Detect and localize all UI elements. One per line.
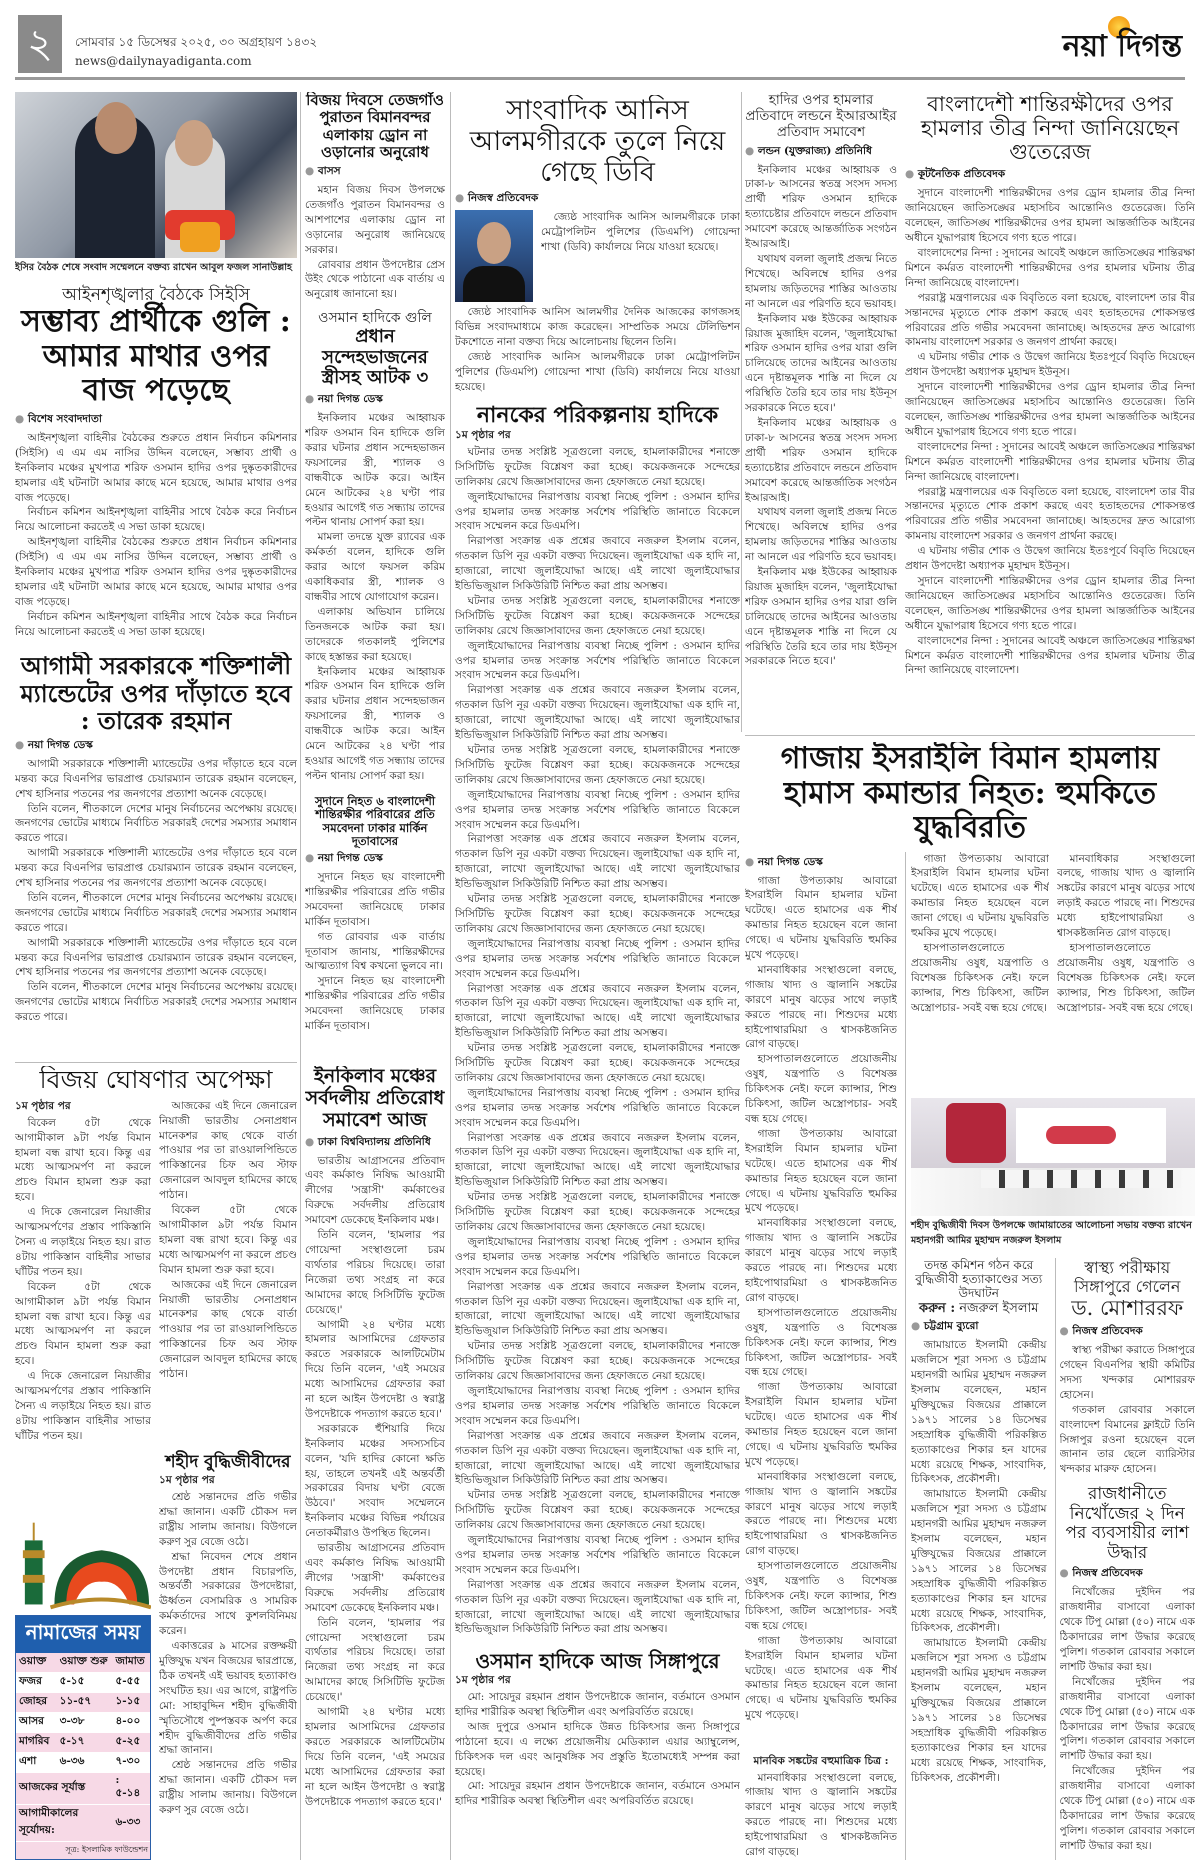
- paragraph: নিরাপত্তা সংক্রান্ত এক প্রশ্নের জবাবে নজরুল ইসলাম বলেন, গতকাল ডিপি নূর একটা বক্তব্য দিয়েছেন। জুলাইযোদ্ধা এক হাদি না, হাজারো, লাখো জুলাইযোদ্ধা আছে। এই লাখো জুলাইযোদ্ধার ইন্ডিভিজুয়াল সিকিউরিটি নিশ্চিত করা প্রায় অসম্ভব।: [455, 1280, 740, 1338]
- shahid-body: [159, 1490, 297, 1860]
- paragraph: বাংলাদেশের নিন্দা : সুদানের আবেই অঞ্চলে জাতিসঙ্ঘের শান্তিরক্ষা মিশনে কর্মরত বাংলাদেশী শান্তিরক্ষীদের ওপর হামলার ঘটনায় তীব্র নিন্দা জানিয়েছে বাংলাদেশ।: [905, 247, 1195, 289]
- paragraph: সুদানে বাংলাদেশী শান্তিরক্ষীদের ওপর ড্রোন হামলার তীব্র নিন্দা জানিয়েছেন জাতিসঙ্ঘের মহাসচিব আন্তোনিও গুতেরেজ। তিনি বলেছেন, জাতিসঙ্ঘ শান্তিরক্ষীদের ওপর হামলা আন্তর্জাতিক আইনের অধীনে যুদ্ধাপরাধ হিসেবে গণ্য হতে পারে।: [905, 187, 1195, 245]
- headline-rest: নজরুল ইসলাম: [959, 1300, 1039, 1316]
- contact-email[interactable]: news@dailynayadiganta.com: [75, 54, 252, 68]
- paragraph: মানবাধিকার সংস্থাগুলো বলছে, গাজায় খাদ্য ও জ্বালানি সঙ্কটের কারণে মানুষ ঝড়ের সাথে লড়াই করতে পারছে না। শিশুদের মধ্যে হাইপোথারমিয়া ও শ্বাসকষ্টজনিত রোগ বাড়ছে।: [1057, 852, 1195, 940]
- paragraph: জুলাইযোদ্ধাদের নিরাপত্তায় ব্যবস্থা নিচ্ছে পুলিশ : ওসমান হাদির ওপর হামলার তদন্ত সংক্রান্ত সর্বশেষ পরিস্থিতি জানাতে বিকেলে সংবাদ সম্মেলন করে ডিএমপি।: [455, 1235, 740, 1278]
- paragraph: সুদানে নিহত ছয় বাংলাদেশী শান্তিরক্ষীর পরিবারের প্রতি গভীর সমবেদনা জানিয়েছে ঢাকার মার্কিন দূতাবাস।: [305, 975, 445, 1033]
- paragraph: ঘটনার তদন্ত সংশ্লিষ্ট সূত্রগুলো বলছে, হামলাকারীদের শনাক্তে সিসিটিভি ফুটেজ বিশ্লেষণ করা হচ্ছে। কয়েকজনকে সন্দেহের তালিকায় রেখে জিজ্ঞাসাবাদের জন্য হেফাজতে নেয়া হয়েছে।: [455, 1191, 740, 1233]
- arrest-kicker: ওসমান হাদিকে গুলি: [318, 310, 432, 327]
- drone-body: [305, 183, 445, 302]
- page-number: ২: [18, 15, 62, 73]
- jamaat-photo-caption: শহীদ বুদ্ধিজীবী দিবস উপলক্ষে জামায়াতের আলোচনা সভায় বক্তব্য রাখেন মহানগরী আমির মুহাম্মদ নজরুল ইসলাম: [911, 1219, 1192, 1246]
- paragraph: ইনকিলাব মঞ্চ ইউকের আহ্বায়ক রিয়াজ মুজাহিদ বলেন, 'জুলাইযোদ্ধা শরিফ ওসমান হাদির ওপর যারা গুলি চালিয়েছে তাদের আইনের আওতায় এনে দৃষ্টান্তমূলক শাস্তি না দিলে যে পরিস্থিতি তৈরি হবে তার দায় ইউনূস সরকারকে নিতে হবে।': [745, 566, 897, 668]
- table-row: জোহর ১১-৫৭ ১-১৫: [16, 1693, 150, 1713]
- paragraph: জুলাইযোদ্ধাদের নিরাপত্তায় ব্যবস্থা নিচ্ছে পুলিশ : ওসমান হাদির ওপর হামলার তদন্ত সংক্রান্ত সর্বশেষ পরিস্থিতি জানাতে বিকেলে সংবাদ সম্মেলন করে ডিএমপি।: [455, 490, 740, 533]
- paragraph: মানবাধিকার সংস্থাগুলো বলছে, গাজায় খাদ্য ও জ্বালানি সঙ্কটের কারণে মানুষ ঝড়ের সাথে লড়াই করতে পারছে না। শিশুদের মধ্যে হাইপোথারমিয়া ও শ্বাসকষ্টজনিত রোগ বাড়ছে।: [745, 1771, 897, 1859]
- paragraph: ঘটনার তদন্ত সংশ্লিষ্ট সূত্রগুলো বলছে, হামলাকারীদের শনাক্তে সিসিটিভি ফুটেজ বিশ্লেষণ করা হচ্ছে। কয়েকজনকে সন্দেহের তালিকায় রেখে জিজ্ঞাসাবাদের জন্য হেফাজতে নেয়া হয়েছে।: [455, 744, 740, 786]
- paragraph: ভারতীয় আগ্রাসনের প্রতিবাদ এবং কর্মকাণ্ড নিষিদ্ধ আওয়ামী লীগের 'সন্ত্রাসী' কর্মকাণ্ডের বিরুদ্ধে সর্বদলীয় প্রতিরোধ সমাবেশ ডেকেছে ইনকিলাব মঞ্চ।: [305, 1542, 445, 1614]
- paragraph: নিরাপত্তা সংক্রান্ত এক প্রশ্নের জবাবে নজরুল ইসলাম বলেন, গতকাল ডিপি নূর একটা বক্তব্য দিয়েছেন। জুলাইযোদ্ধা এক হাদি না, হাজারো, লাখো জুলাইযোদ্ধা আছে। এই লাখো জুলাইযোদ্ধার ইন্ডিভিজুয়াল সিকিউরিটি নিশ্চিত করা প্রায় অসম্ভব।: [455, 535, 740, 593]
- paragraph: এ ঘটনায় গভীর শোক ও উদ্বেগ জানিয়ে ইতঃপূর্বে বিবৃতি দিয়েছেন প্রধান উপদেষ্টা অধ্যাপক মুহাম্মদ ইউনূস।: [905, 351, 1195, 379]
- gaza-headline: গাজায় ইসরাইলি বিমান হামলায় হামাস কমান্ডার নিহত: হুমকিতে যুদ্ধবিরতি: [780, 742, 1160, 845]
- header-divider: [15, 77, 1185, 80]
- mosque-icon: [15, 1520, 151, 1615]
- anis-portrait: [455, 210, 533, 302]
- bijoy-headline: বিজয় ঘোষণার অপেক্ষা: [39, 1066, 273, 1094]
- paragraph: রোববার প্রধান উপদেষ্টার প্রেস উইং থেকে পাঠানো এক বার্তায় এ অনুরোধ জানানো হয়।: [305, 258, 445, 301]
- paragraph: আজকের এই দিনে জেনারেল নিয়াজী ভারতীয় সেনাপ্রধান মানেকশর কাছ থেকে বার্তা পাওয়ার পর তা রাওয়ালপিন্ডিতে পাকিস্তানের চিফ অব স্টাফ জেনারেল আবদুল হামিদের কাছে পাঠান।: [159, 1099, 297, 1202]
- paragraph: বাংলাদেশের নিন্দা : সুদানের আবেই অঞ্চলে জাতিসঙ্ঘের শান্তিরক্ষা মিশনে কর্মরত বাংলাদেশী শান্তিরক্ষীদের ওপর হামলার ঘটনায় তীব্র নিন্দা জানিয়েছে বাংলাদেশ।: [905, 634, 1195, 677]
- paragraph: ঘটনার তদন্ত সংশ্লিষ্ট সূত্রগুলো বলছে, হামলাকারীদের শনাক্তে সিসিটিভি ফুটেজ বিশ্লেষণ করা হচ্ছে। কয়েকজনকে সন্দেহের তালিকায় রেখে জিজ্ঞাসাবাদের জন্য হেফাজতে নেয়া হয়েছে।: [455, 893, 740, 935]
- paragraph: তিনি বলেন, 'হামলার পর গোয়েন্দা সংস্থাগুলো চরম ব্যর্থতার পরিচয় দিয়েছে। তারা নিজেরা তথ্য সংগ্রহ না করে আমাদের কাছে সিসিটিভি ফুটেজ চেয়েছে।': [305, 1616, 445, 1704]
- issue-date: সোমবার ১৫ ডিসেম্বর ২০২৫, ৩০ অগ্রহায়ণ ১৪৩২: [75, 35, 318, 49]
- anis-byline: ● নিজস্ব প্রতিবেদক: [455, 191, 740, 208]
- paragraph: গাজা উপত্যকায় আবারো ইসরাইলি বিমান হামলার ঘটনা ঘটেছে। এতে হামাসের এক শীর্ষ কমান্ডার নিহত হয়েছেন বলে জানা গেছে। এ ঘটনায় যুদ্ধবিরতি হুমকির মুখে পড়েছে।: [911, 852, 1049, 940]
- tarek-headline: আগামী সরকারকে শক্তিশালী ম্যান্ডেটের ওপর দাঁড়াতে হবে : তারেক রহমান: [20, 652, 292, 736]
- table-row: মাগরিব ৫-১৭ ৫-২৫: [16, 1733, 150, 1753]
- paragraph: গতকাল রোববার সকালে বাংলাদেশ বিমানের ফ্লাইটে তিনি সিঙ্গাপুর রওনা হয়েছেন বলে জানান তার ছেলে ব্যারিস্টার খন্দকার মারুফ হোসেন।: [1059, 1403, 1195, 1476]
- mosharraf-article: [1060, 1258, 1196, 1478]
- prayer-times-box: [15, 1615, 151, 1860]
- mosharraf-byline: ● নিজস্ব প্রতিবেদক: [1060, 1324, 1196, 1341]
- paragraph: মহান বিজয় দিবস উপলক্ষে তেজগাঁও পুরাতন বিমানবন্দর ও আশপাশের এলাকায় ড্রোন না ওড়ানোর অনুরোধ জানিয়েছে সরকার।: [305, 184, 445, 256]
- paragraph: নিখোঁজের দুইদিন পর রাজধানীর বাসাবো এলাকা থেকে টিপু মোল্লা (৫০) নামে এক ঠিকাদারের লাশ উদ্ধার করেছে পুলিশ। গতকাল রোববার সকালে লাশটি উদ্ধার করা হয়।: [1059, 1765, 1195, 1852]
- column-divider: [741, 92, 742, 732]
- logo-text: নয়া দিগন্ত: [1062, 29, 1182, 64]
- bottom-left-region: [15, 1066, 297, 1860]
- paragraph: এ দিকে জেনারেল নিয়াজীর আত্মসমর্পণের প্রস্তাব পাকিস্তানি সৈন্য এ লড়াইয়ে নিহত হয়। রাত ৪টায় পাকিস্তান বাহিনীর সাভার ঘাঁটির পতন হয়।: [15, 1206, 151, 1278]
- lead-photo-caption: ইসির বৈঠক শেষে সংবাদ সম্মেলনে বক্তব্য রাখেন আবুল ফজল সানাউল্লাহ: [15, 262, 293, 273]
- london-headline: হাদির ওপর হামলার প্রতিবাদে লন্ডনে ইআরআইর প্রতিবাদ সমাবেশ: [745, 92, 897, 141]
- paragraph: মামলা তদন্তে যুক্ত র‍্যাবের এক কর্মকর্তা বলেন, হাদিকে গুলি করার আগে ফয়সল করিম একাধিকবার স্ত্রী, শ্যালক ও বান্ধবীর সাথে যোগাযোগ করেন।: [305, 531, 445, 603]
- paragraph: আজকের এই দিনে জেনারেল নিয়াজী ভারতীয় সেনাপ্রধান মানেকশর কাছ থেকে বার্তা পাওয়ার পর তা রাওয়ালপিন্ডিতে পাকিস্তানের চিফ অব স্টাফ জেনারেল আবদুল হামিদের কাছে পাঠান।: [159, 1278, 297, 1381]
- mosharraf-headline: ড. মোশাররফ: [1071, 1295, 1184, 1320]
- jamaat-body: [911, 1338, 1047, 1860]
- paragraph: ঘটনার তদন্ত সংশ্লিষ্ট সূত্রগুলো বলছে, হামলাকারীদের শনাক্তে সিসিটিভি ফুটেজ বিশ্লেষণ করা হচ্ছে। কয়েকজনকে সন্দেহের তালিকায় রেখে জিজ্ঞাসাবাদের জন্য হেফাজতে নেয়া হয়েছে।: [455, 1489, 740, 1532]
- drone-headline: বিজয় দিবসে তেজগাঁও পুরাতন বিমানবন্দর এলাকায় ড্রোন না ওড়ানোর অনুরোধ: [306, 92, 444, 161]
- paragraph: আইনশৃঙ্খলা বাহিনীর বৈঠকের শুরুতে প্রধান নির্বাচন কমিশনার (সিইসি) এ এম এম নাসির উদ্দিন বলেছেন, সম্ভাব্য প্রার্থী ও ইনকিলাব মঞ্চের মুখপাত্র শরিফ ওসমান হাদির ওপর দুষ্কৃতকারীদের হামলার এই ঘটনাটা আমার কাছে মনে হয়েছে, আমার মাথার ওপর বাজ পড়েছে।: [15, 431, 297, 504]
- gaza-subhead: মানবিক সঙ্কটের বহুমাত্রিক চিত্র :: [753, 1754, 889, 1767]
- arrest-headline: প্রধান সন্দেহভাজনের স্ত্রীসহ আটক ৩: [321, 326, 429, 389]
- lead-kicker: আইনশৃঙ্খলার বৈঠকে সিইসি: [62, 285, 250, 305]
- nanak-headline: নানকের পরিকল্পনায় হাদিকে: [476, 401, 719, 428]
- paragraph: নিরাপত্তা সংক্রান্ত এক প্রশ্নের জবাবে নজরুল ইসলাম বলেন, গতকাল ডিপি নূর একটা বক্তব্য দিয়েছেন। জুলাইযোদ্ধা এক হাদি না, হাজারো, লাখো জুলাইযোদ্ধা আছে। এই লাখো জুলাইযোদ্ধার ইন্ডিভিজুয়াল সিকিউরিটি নিশ্চিত করা প্রায় অসম্ভব।: [455, 684, 740, 742]
- paragraph: জামায়াতে ইসলামী কেন্দ্রীয় মজলিসে শূরা সদস্য ও চট্টগ্রাম মহানগরী আমির মুহাম্মদ নজরুল ইসলাম বলেছেন, মহান মুক্তিযুদ্ধের বিজয়ের প্রাক্কালে ১৯৭১ সালের ১৪ ডিসেম্বর সহস্রাধিক বুদ্ধিজীবী পরিকল্পিত হত্যাকাণ্ডের শিকার হন যাদের মধ্যে রয়েছে শিক্ষক, সাংবাদিক, চিকিৎসক, প্রকৌশলী।: [911, 1488, 1047, 1635]
- section-divider: [15, 1062, 297, 1063]
- inqilab-body: [305, 1154, 445, 1860]
- jamaat-meeting-photo: [911, 1098, 1195, 1216]
- inqilab-byline: ● ঢাকা বিশ্ববিদ্যালয় প্রতিনিধি: [305, 1135, 445, 1152]
- lead-article: [15, 92, 297, 645]
- paragraph: গাজা উপত্যকায় আবারো ইসরাইলি বিমান হামলার ঘটনা ঘটেছে। এতে হামাসের এক শীর্ষ কমান্ডার নিহত হয়েছেন বলে জানা গেছে। এ ঘটনায় যুদ্ধবিরতি হুমকির মুখে পড়েছে।: [745, 1127, 897, 1215]
- guterres-body: [905, 186, 1195, 730]
- lead-headline: সম্ভাব্য প্রার্থীকে গুলি : আমার মাথার ওপর বাজ পড়েছে: [21, 304, 291, 409]
- paragraph: জ্যেষ্ঠ সাংবাদিক আনিস আলমগীরকে ঢাকা মেট্রোপলিটন পুলিশের (ডিএমপি) গোয়েন্দা শাখা (ডিবি) কার্যালয়ে নিয়ে যাওয়া হয়েছে।: [455, 350, 740, 393]
- prayer-source: সূত্র: ইসলামিক ফাউন্ডেশন: [16, 1842, 150, 1859]
- paragraph: ইনকিলাব মঞ্চ ইউকের আহ্বায়ক রিয়াজ মুজাহিদ বলেন, 'জুলাইযোদ্ধা শরিফ ওসমান হাদির ওপর যারা গুলি চালিয়েছে তাদের আইনের আওতায় এনে দৃষ্টান্তমূলক শাস্তি না দিলে যে পরিস্থিতি তৈরি হবে তার দায় ইউনূস সরকারকে নিতে হবে।': [745, 312, 897, 415]
- gaza-byline: ● নয়া দিগন্ত ডেস্ক: [745, 855, 897, 872]
- gaza-body-end: [745, 1771, 897, 1860]
- paragraph: এ দিকে জেনারেল নিয়াজীর আত্মসমর্পণের প্রস্তাব পাকিস্তানি সৈন্য এ লড়াইয়ে নিহত হয়। রাত ৪টায় পাকিস্তান বাহিনীর সাভার ঘাঁটির পতন হয়।: [15, 1370, 151, 1442]
- paragraph: হাসপাতালগুলোতে প্রয়োজনীয় ওষুধ, যন্ত্রপাতি ও বিশেষজ্ঞ চিকিৎসক নেই। ফলে ক্যান্সার, শিশু চিকিৎসা, জটিল অস্ত্রোপচার- সবই বন্ধ হয়ে গেছে।: [1057, 941, 1195, 1014]
- prayer-table: [16, 1653, 150, 1842]
- paragraph: নিখোঁজের দুইদিন পর রাজধানীর বাসাবো এলাকা থেকে টিপু মোল্লা (৫০) নামে এক ঠিকাদারের লাশ উদ্ধার করেছে পুলিশ। গতকাল রোববার সকালে লাশটি উদ্ধার করা হয়।: [1059, 1586, 1195, 1673]
- paragraph: জামায়াতে ইসলামী কেন্দ্রীয় মজলিসে শূরা সদস্য ও চট্টগ্রাম মহানগরী আমির মুহাম্মদ নজরুল ইসলাম বলেছেন, মহান মুক্তিযুদ্ধের বিজয়ের প্রাক্কালে ১৯৭১ সালের ১৪ ডিসেম্বর সহস্রাধিক বুদ্ধিজীবী পরিকল্পিত হত্যাকাণ্ডের শিকার হন যাদের মধ্যে রয়েছে শিক্ষক, সাংবাদিক, চিকিৎসক, প্রকৌশলী।: [911, 1339, 1047, 1486]
- paragraph: যথাযথ বললা জুলাই প্রজন্ম নিতে শিখেছে। অবিলম্বে হাদির ওপর হামলায় জড়িতদের শাস্তির আওতায় না আনলে এর পরিণতি হবে ভয়াবহ।: [745, 253, 897, 310]
- missing-body: [1060, 1585, 1196, 1860]
- paragraph: সরকারকে হুঁশিয়ারি দিয়ে ইনকিলাব মঞ্চের সদস্যসচিব বলেন, 'যদি হাদির কোনো ক্ষতি হয়, তাহলে তখনই এই অন্তর্বর্তী সরকারের বিদায় ঘণ্টা বেজে উঠবে।' সংবাদ সম্মেলনে ইনকিলাব মঞ্চের বিভিন্ন পর্যায়ের নেতাকর্মীরাও উপস্থিত ছিলেন।: [305, 1422, 445, 1540]
- missing-byline: ● নিজস্ব প্রতিবেদক: [1060, 1566, 1196, 1583]
- paragraph: আগামী সরকারকে শক্তিশালী ম্যান্ডেটের ওপর দাঁড়াতে হবে বলে মন্তব্য করে বিএনপির ভারপ্রাপ্ত চেয়ারম্যান তারেক রহমান বলেছেন, শেখ হাসিনার পতনের পর জনগণের প্রত্যাশা অনেক বেড়েছে।: [15, 757, 297, 800]
- gaza-body: [745, 874, 897, 1750]
- paragraph: শ্রেষ্ঠ সন্তানদের প্রতি গভীর শ্রদ্ধা জানান। একটি চৌকস দল রাষ্ট্রীয় সালাম জানায়। বিউগলে করুণ সুর বেজে ওঠে।: [159, 1759, 297, 1817]
- paragraph: হাসপাতালগুলোতে প্রয়োজনীয় ওষুধ, যন্ত্রপাতি ও বিশেষজ্ঞ চিকিৎসক নেই। ফলে ক্যান্সার, শিশু চিকিৎসা, জটিল অস্ত্রোপচার- সবই বন্ধ হয়ে গেছে।: [745, 1053, 897, 1125]
- table-header: ওয়াক্ত ওয়াক্ত শুরু জামাত: [16, 1653, 150, 1673]
- gaza-region: [745, 742, 1195, 1860]
- missing-headline: রাজধানীতে নিখোঁজের ২ দিন পর ব্যবসায়ীর লাশ উদ্ধার: [1065, 1484, 1190, 1563]
- paragraph: গাজা উপত্যকায় আবারো ইসরাইলি বিমান হামলার ঘটনা ঘটেছে। এতে হামাসের এক শীর্ষ কমান্ডার নিহত হয়েছেন বলে জানা গেছে। এ ঘটনায় যুদ্ধবিরতি হুমকির মুখে পড়েছে।: [745, 1634, 897, 1722]
- newspaper-logo: [1063, 22, 1182, 73]
- tarek-article: [15, 652, 297, 1057]
- paragraph: গাজা উপত্যকায় আবারো ইসরাইলি বিমান হামলার ঘটনা ঘটেছে। এতে হামাসের এক শীর্ষ কমান্ডার নিহত হয়েছেন বলে জানা গেছে। এ ঘটনায় যুদ্ধবিরতি হুমকির মুখে পড়েছে।: [745, 874, 897, 962]
- paragraph: জুলাইযোদ্ধাদের নিরাপত্তায় ব্যবস্থা নিচ্ছে পুলিশ : ওসমান হাদির ওপর হামলার তদন্ত সংক্রান্ত সর্বশেষ পরিস্থিতি জানাতে বিকেলে সংবাদ সম্মেলন করে ডিএমপি।: [455, 937, 740, 980]
- paragraph: হাসপাতালগুলোতে প্রয়োজনীয় ওষুধ, যন্ত্রপাতি ও বিশেষজ্ঞ চিকিৎসক নেই। ফলে ক্যান্সার, শিশু চিকিৎসা, জটিল অস্ত্রোপচার- সবই বন্ধ হয়ে গেছে।: [745, 1306, 897, 1379]
- paragraph: নিরাপত্তা সংক্রান্ত এক প্রশ্নের জবাবে নজরুল ইসলাম বলেন, গতকাল ডিপি নূর একটা বক্তব্য দিয়েছেন। জুলাইযোদ্ধা এক হাদি না, হাজারো, লাখো জুলাইযোদ্ধা আছে। এই লাখো জুলাইযোদ্ধার ইন্ডিভিজুয়াল সিকিউরিটি নিশ্চিত করা প্রায় অসম্ভব।: [455, 833, 740, 891]
- paragraph: জুলাইযোদ্ধাদের নিরাপত্তায় ব্যবস্থা নিচ্ছে পুলিশ : ওসমান হাদির ওপর হামলার তদন্ত সংক্রান্ত সর্বশেষ পরিস্থিতি জানাতে বিকেলে সংবাদ সম্মেলন করে ডিএমপি।: [455, 639, 740, 682]
- bijoy-body: [15, 1116, 151, 1514]
- arrest-body: [305, 411, 445, 787]
- guterres-article: [905, 92, 1195, 730]
- gaza-article: [745, 852, 897, 1861]
- anis-body: [455, 305, 740, 394]
- anis-body-top: [541, 210, 740, 302]
- paragraph: আগামী ২৪ ঘণ্টার মধ্যে হামলার আসামিদের গ্রেফতার করতে সরকারকে আলটিমেটাম দিয়ে তিনি বলেন, 'এই সময়ের মধ্যে আসামিদের গ্রেফতার করা না হলে আইন উপদেষ্টা ও স্বরাষ্ট্র উপদেষ্টাকে পদত্যাগ করতে হবে।': [305, 1706, 445, 1808]
- continued-label: ১ম পৃষ্ঠার পর: [159, 1474, 215, 1486]
- paragraph: মানবাধিকার সংস্থাগুলো বলছে, গাজায় খাদ্য ও জ্বালানি সঙ্কটের কারণে মানুষ ঝড়ের সাথে লড়াই করতে পারছে না। শিশুদের মধ্যে হাইপোথারমিয়া ও শ্বাসকষ্টজনিত রোগ বাড়ছে।: [745, 1470, 897, 1558]
- sunset-row: আজকের সূর্যাস্ত : ৫-১৪: [16, 1773, 150, 1805]
- osman-body: [455, 1690, 740, 1860]
- paragraph: ঘটনার তদন্ত সংশ্লিষ্ট সূত্রগুলো বলছে, হামলাকারীদের শনাক্তে সিসিটিভি ফুটেজ বিশ্লেষণ করা হচ্ছে। কয়েকজনকে সন্দেহের তালিকায় রেখে জিজ্ঞাসাবাদের জন্য হেফাজতে নেয়া হয়েছে।: [455, 1042, 740, 1084]
- jamaat-byline: ● চট্টগ্রাম ব্যুরো: [911, 1319, 1047, 1336]
- mosharraf-kicker: স্বাস্থ্য পরীক্ষায় সিঙ্গাপুরে গেলেন: [1074, 1257, 1181, 1296]
- paragraph: মানবাধিকার সংস্থাগুলো বলছে, গাজায় খাদ্য ও জ্বালানি সঙ্কটের কারণে মানুষ ঝড়ের সাথে লড়াই করতে পারছে না। শিশুদের মধ্যে হাইপোথারমিয়া ও শ্বাসকষ্টজনিত রোগ বাড়ছে।: [745, 963, 897, 1051]
- paragraph: মো: সায়েদুর রহমান প্রধান উপদেষ্টাকে জানান, বর্তমানে ওসমান হাদির শারীরিক অবস্থা স্থিতিশীল এবং অপরিবর্তিত রয়েছে।: [455, 1691, 740, 1718]
- continued-label: ১ম পৃষ্ঠার পর: [15, 1099, 71, 1112]
- inqilab-article: [305, 1066, 445, 1860]
- paragraph: জ্যেষ্ঠ সাংবাদিক আনিস আলমগীরকে ঢাকা মেট্রোপলিটন পুলিশের (ডিএমপি) গোয়েন্দা শাখা (ডিবি) কার্যালয়ে নিয়ে যাওয়া হয়েছে।: [541, 211, 740, 253]
- paragraph: জ্যেষ্ঠ সাংবাদিক আনিস আলমগীর দৈনিক আজকের কাগজসহ বিভিন্ন সংবাদমাধ্যমে কাজ করেছেন। সাম্প্রতিক সময়ে টেলিভিশন টকশোতে নানা বক্তব্য দিয়ে আলোচনায় ছিলেন তিনি।: [455, 306, 740, 348]
- column-two: [305, 92, 445, 1058]
- paragraph: জুলাইযোদ্ধাদের নিরাপত্তায় ব্যবস্থা নিচ্ছে পুলিশ : ওসমান হাদির ওপর হামলার তদন্ত সংক্রান্ত সর্বশেষ পরিস্থিতি জানাতে বিকেলে সংবাদ সম্মেলন করে ডিএমপি।: [455, 788, 740, 831]
- paragraph: সুদানে নিহত ছয় বাংলাদেশী শান্তিরক্ষীর পরিবারের প্রতি গভীর সমবেদনা জানিয়েছে ঢাকার মার্কিন দূতাবাস।: [305, 871, 445, 928]
- paragraph: ভারতীয় আগ্রাসনের প্রতিবাদ এবং কর্মকাণ্ড নিষিদ্ধ আওয়ামী লীগের 'সন্ত্রাসী' কর্মকাণ্ডের বিরুদ্ধে সর্বদলীয় প্রতিরোধ সমাবেশ ডেকেছে ইনকিলাব মঞ্চ।: [305, 1154, 445, 1227]
- shahid-headline: শহীদ বুদ্ধিজীবীদের: [165, 1452, 291, 1473]
- paragraph: আগামী সরকারকে শক্তিশালী ম্যান্ডেটের ওপর দাঁড়াতে হবে বলে মন্তব্য করে বিএনপির ভারপ্রাপ্ত চেয়ারম্যান তারেক রহমান বলেছেন, শেখ হাসিনার পতনের পর জনগণের প্রত্যাশা অনেক বেড়েছে।: [15, 847, 297, 890]
- center-column: [455, 95, 740, 1860]
- gaza-body-col3: [1057, 852, 1195, 1092]
- paragraph: শ্রদ্ধা নিবেদন শেষে প্রধান উপদেষ্টা প্রধান বিচারপতি, অন্তর্বর্তী সরকারের উপদেষ্টারা, ঊর্ধ্বতন বেসামরিক ও সামরিক কর্মকর্তাদের সাথে কুশলবিনিময় করেন।: [159, 1550, 297, 1638]
- paragraph: হাসপাতালগুলোতে প্রয়োজনীয় ওষুধ, যন্ত্রপাতি ও বিশেষজ্ঞ চিকিৎসক নেই। ফলে ক্যান্সার, শিশু চিকিৎসা, জটিল অস্ত্রোপচার- সবই বন্ধ হয়ে গেছে।: [911, 941, 1049, 1014]
- paragraph: স্বাস্থ্য পরীক্ষা করাতে সিঙ্গাপুরে গেছেন বিএনপির স্থায়ী কমিটির সদস্য খন্দকার মোশাররফ হোসেন।: [1059, 1344, 1195, 1401]
- paragraph: নিরাপত্তা সংক্রান্ত এক প্রশ্নের জবাবে নজরুল ইসলাম বলেন, গতকাল ডিপি নূর একটা বক্তব্য দিয়েছেন। জুলাইযোদ্ধা এক হাদি না, হাজারো, লাখো জুলাইযোদ্ধা আছে। এই লাখো জুলাইযোদ্ধার ইন্ডিভিজুয়াল সিকিউরিটি নিশ্চিত করা প্রায় অসম্ভব।: [455, 1429, 740, 1487]
- jamaat-kicker: তদন্ত কমিশন গঠন করে বুদ্ধিজীবী হত্যাকাণ্ডের সত্য উদঘাটন: [915, 1257, 1043, 1301]
- gaza-body-col2: [911, 852, 1049, 1092]
- sudan-headline: সুদানে নিহত ৬ বাংলাদেশী শান্তিরক্ষীর পরিবারের প্রতি সমবেদনা ঢাকার মার্কিন দূতাবাসের: [314, 794, 436, 848]
- paragraph: আজ দুপুরে ওসমান হাদিকে উন্নত চিকিৎসার জন্য সিঙ্গাপুরে পাঠানো হবে। এ লক্ষ্যে প্রয়োজনীয় মেডিক্যাল এয়ার অ্যাম্বুলেন্স, চিকিৎসক দল এবং আনুষঙ্গিক সব প্রস্তুতি ইতোমধ্যেই সম্পন্ন করা হয়েছে।: [455, 1720, 740, 1778]
- paragraph: সুদানে বাংলাদেশী শান্তিরক্ষীদের ওপর ড্রোন হামলার তীব্র নিন্দা জানিয়েছেন জাতিসঙ্ঘের মহাসচিব আন্তোনিও গুতেরেজ। তিনি বলেছেন, জাতিসঙ্ঘ শান্তিরক্ষীদের ওপর হামলা আন্তর্জাতিক আইনের অধীনে যুদ্ধাপরাধ হিসেবে গণ্য হতে পারে।: [905, 381, 1195, 438]
- sudan-body: [305, 870, 445, 1058]
- paragraph: নিরাপত্তা সংক্রান্ত এক প্রশ্নের জবাবে নজরুল ইসলাম বলেন, গতকাল ডিপি নূর একটা বক্তব্য দিয়েছেন। জুলাইযোদ্ধা এক হাদি না, হাজারো, লাখো জুলাইযোদ্ধা আছে। এই লাখো জুলাইযোদ্ধার ইন্ডিভিজুয়াল সিকিউরিটি নিশ্চিত করা প্রায় অসম্ভব।: [455, 982, 740, 1040]
- paragraph: জুলাইযোদ্ধাদের নিরাপত্তায় ব্যবস্থা নিচ্ছে পুলিশ : ওসমান হাদির ওপর হামলার তদন্ত সংক্রান্ত সর্বশেষ পরিস্থিতি জানাতে বিকেলে সংবাদ সম্মেলন করে ডিএমপি।: [455, 1086, 740, 1129]
- paragraph: বিকেল ৫টা থেকে আগামীকাল ৯টা পর্যন্ত বিমান হামলা বন্ধ রাখা হবে। কিন্তু এর মধ্যে আত্মসমর্পণ না করলে প্রচণ্ড বিমান হামলা শুরু করা হবে।: [15, 1116, 151, 1204]
- paragraph: যথাযথ বললা জুলাই প্রজন্ম নিতে শিখেছে। অবিলম্বে হাদির ওপর হামলায় জড়িতদের শাস্তির আওতায় না আনলে এর পরিণতি হবে ভয়াবহ।: [745, 506, 897, 564]
- paragraph: ইনকিলাব মঞ্চের আহ্বায়ক ও ঢাকা-৮ আসনের স্বতন্ত্র সংসদ সদস্য প্রার্থী শরিফ ওসমান হাদিকে হত্যাচেষ্টার প্রতিবাদে লন্ডনে প্রতিবাদ সমাবেশ করেছে আন্তর্জাতিক সংগঠন ইআরআই।: [745, 163, 897, 251]
- lead-byline: ● বিশেষ সংবাদদাতা: [15, 412, 297, 429]
- paragraph: তিনি বলেন, শীতকালে দেশের মানুষ নির্বাচনের অপেক্ষায় রয়েছে। জনগণের ভোটের মাধ্যমে নির্বাচিত সরকারই দেশের সমস্যার সমাধান করতে পারে।: [15, 802, 297, 845]
- arrest-byline: ● নয়া দিগন্ত ডেস্ক: [305, 392, 445, 409]
- paragraph: পররাষ্ট্র মন্ত্রণালয়ের এক বিবৃতিতে বলা হয়েছে, বাংলাদেশ তার বীর সন্তানদের মৃত্যুতে শোক প্রকাশ করছে এবং হতাহতদের শোকসন্তপ্ত পরিবারের প্রতি গভীর সমবেদনা জানাচ্ছে। আহতদের দ্রুত আরোগ্য কামনায় বাংলাদেশ সরকার ও জনগণ প্রার্থনা করছে।: [905, 485, 1195, 543]
- paragraph: এলাকায় অভিযান চালিয়ে তিনজনকে আটক করা হয়। তাদেরকে গতকালই পুলিশের কাছে হস্তান্তর করা হয়েছে।: [305, 605, 445, 663]
- paragraph: জামায়াতে ইসলামী কেন্দ্রীয় মজলিসে শূরা সদস্য ও চট্টগ্রাম মহানগরী আমির মুহাম্মদ নজরুল ইসলাম বলেছেন, মহান মুক্তিযুদ্ধের বিজয়ের প্রাক্কালে ১৯৭১ সালের ১৪ ডিসেম্বর সহস্রাধিক বুদ্ধিজীবী পরিকল্পিত হত্যাকাণ্ডের শিকার হন যাদের মধ্যে রয়েছে শিক্ষক, সাংবাদিক, চিকিৎসক, প্রকৌশলী।: [911, 1637, 1047, 1784]
- paragraph: তিনি বলেন, 'হামলার পর গোয়েন্দা সংস্থাগুলো চরম ব্যর্থতার পরিচয় দিয়েছে। তারা নিজেরা তথ্য সংগ্রহ না করে আমাদের কাছে সিসিটিভি ফুটেজ চেয়েছে।': [305, 1229, 445, 1316]
- sudan-byline: ● নয়া দিগন্ত ডেস্ক: [305, 851, 445, 868]
- guterres-headline: বাংলাদেশী শান্তিরক্ষীদের ওপর হামলার তীব্র নিন্দা জানিয়েছেন গুতেরেজ: [920, 92, 1180, 165]
- anis-headline: সাংবাদিক আনিস আলমগীরকে তুলে নিয়ে গেছে ডিবি: [469, 95, 726, 189]
- london-body: [745, 163, 897, 730]
- jamaat-article: [911, 1258, 1047, 1861]
- bijoy-article: [15, 1099, 151, 1860]
- london-byline: ● লন্ডন (যুক্তরাজ্য) প্রতিনিধি: [745, 144, 897, 161]
- tarek-body: [15, 757, 297, 1057]
- lead-body: [15, 431, 297, 645]
- paragraph: নির্বাচন কমিশন আইনশৃঙ্খলা বাহিনীর সাথে বৈঠক করে নির্বাচন নিয়ে আলোচনা করতেই এ সভা ডাকা হয়েছে।: [15, 610, 297, 638]
- paragraph: জুলাইযোদ্ধাদের নিরাপত্তায় ব্যবস্থা নিচ্ছে পুলিশ : ওসমান হাদির ওপর হামলার তদন্ত সংক্রান্ত সর্বশেষ পরিস্থিতি জানাতে বিকেলে সংবাদ সম্মেলন করে ডিএমপি।: [455, 1534, 740, 1576]
- headline-bold: করুন :: [918, 1300, 956, 1316]
- paragraph: মানবাধিকার সংস্থাগুলো বলছে, গাজায় খাদ্য ও জ্বালানি সঙ্কটের কারণে মানুষ ঝড়ের সাথে লড়াই করতে পারছে না। শিশুদের মধ্যে হাইপোথারমিয়া ও শ্বাসকষ্টজনিত রোগ বাড়ছে।: [745, 1217, 897, 1304]
- section-divider: [745, 735, 1195, 736]
- bijoy-body-col2: [159, 1099, 297, 1446]
- paragraph: ঘটনার তদন্ত সংশ্লিষ্ট সূত্রগুলো বলছে, হামলাকারীদের শনাক্তে সিসিটিভি ফুটেজ বিশ্লেষণ করা হচ্ছে। কয়েকজনকে সন্দেহের তালিকায় রেখে জিজ্ঞাসাবাদের জন্য হেফাজতে নেয়া হয়েছে।: [455, 594, 740, 637]
- paragraph: জুলাইযোদ্ধাদের নিরাপত্তায় ব্যবস্থা নিচ্ছে পুলিশ : ওসমান হাদির ওপর হামলার তদন্ত সংক্রান্ত সর্বশেষ পরিস্থিতি জানাতে বিকেলে সংবাদ সম্মেলন করে ডিএমপি।: [455, 1384, 740, 1427]
- paragraph: হাসপাতালগুলোতে প্রয়োজনীয় ওষুধ, যন্ত্রপাতি ও বিশেষজ্ঞ চিকিৎসক নেই। ফলে ক্যান্সার, শিশু চিকিৎসা, জটিল অস্ত্রোপচার- সবই বন্ধ হয়ে গেছে।: [745, 1560, 897, 1632]
- paragraph: একাত্তরের ৯ মাসের রক্তক্ষয়ী মুক্তিযুদ্ধ যখন বিজয়ের দ্বারপ্রান্তে, ঠিক তখনই এই ভয়াবহ হত্যাকাণ্ড সংঘটিত হয়। এর আগে, রাষ্ট্রপতি মো: সাহাবুদ্দিন শহীদ বুদ্ধিজীবী স্মৃতিসৌধে পুষ্পস্তবক অর্পণ করে শহীদ বুদ্ধিজীবীদের প্রতি গভীর শ্রদ্ধা জানান।: [159, 1640, 297, 1757]
- jamaat-headline: [911, 1301, 1047, 1317]
- osman-headline: ওসমান হাদিকে আজ সিঙ্গাপুরে: [475, 1649, 720, 1673]
- continued-label: ১ম পৃষ্ঠার পর: [455, 428, 511, 441]
- paragraph: বিকেল ৫টা থেকে আগামীকাল ৯টা পর্যন্ত বিমান হামলা বন্ধ রাখা হবে। কিন্তু এর মধ্যে আত্মসমর্পণ না করলে প্রচণ্ড বিমান হামলা শুরু করা হবে।: [159, 1204, 297, 1276]
- paragraph: বিকেল ৫টা থেকে আগামীকাল ৯টা পর্যন্ত বিমান হামলা বন্ধ রাখা হবে। কিন্তু এর মধ্যে আত্মসমর্পণ না করলে প্রচণ্ড বিমান হামলা শুরু করা হবে।: [15, 1280, 151, 1368]
- paragraph: গাজা উপত্যকায় আবারো ইসরাইলি বিমান হামলার ঘটনা ঘটেছে। এতে হামাসের এক শীর্ষ কমান্ডার নিহত হয়েছেন বলে জানা গেছে। এ ঘটনায় যুদ্ধবিরতি হুমকির মুখে পড়েছে।: [745, 1381, 897, 1468]
- paragraph: বাংলাদেশের নিন্দা : সুদানের আবেই অঞ্চলে জাতিসঙ্ঘের শান্তিরক্ষা মিশনে কর্মরত বাংলাদেশী শান্তিরক্ষীদের ওপর হামলার ঘটনায় তীব্র নিন্দা জানিয়েছে বাংলাদেশ।: [905, 440, 1195, 483]
- paragraph: মো: সায়েদুর রহমান প্রধান উপদেষ্টাকে জানান, বর্তমানে ওসমান হাদির শারীরিক অবস্থা স্থিতিশীল এবং অপরিবর্তিত রয়েছে।: [455, 1780, 740, 1808]
- table-row: এশা ৬-৩৬ ৭-৩০: [16, 1753, 150, 1773]
- paragraph: ইনকিলাব মঞ্চের আহ্বায়ক ও ঢাকা-৮ আসনের স্বতন্ত্র সংসদ সদস্য প্রার্থী শরিফ ওসমান হাদিকে হত্যাচেষ্টার প্রতিবাদে লন্ডনে প্রতিবাদ সমাবেশ করেছে আন্তর্জাতিক সংগঠন ইআরআই।: [745, 416, 897, 504]
- sunrise-row: আগামীকালের সূর্যোদয়: ৬-৩৩: [16, 1805, 150, 1842]
- paragraph: নিরাপত্তা সংক্রান্ত এক প্রশ্নের জবাবে নজরুল ইসলাম বলেন, গতকাল ডিপি নূর একটা বক্তব্য দিয়েছেন। জুলাইযোদ্ধা এক হাদি না, হাজারো, লাখো জুলাইযোদ্ধা আছে। এই লাখো জুলাইযোদ্ধার ইন্ডিভিজুয়াল সিকিউরিটি নিশ্চিত করা প্রায় অসম্ভব।: [455, 1578, 740, 1636]
- prayer-title: নামাজের সময়: [16, 1616, 150, 1653]
- paragraph: নিখোঁজের দুইদিন পর রাজধানীর বাসাবো এলাকা থেকে টিপু মোল্লা (৫০) নামে এক ঠিকাদারের লাশ উদ্ধার করেছে পুলিশ। গতকাল রোববার সকালে লাশটি উদ্ধার করা হয়।: [1059, 1675, 1195, 1763]
- drone-byline: ● বাসস: [305, 164, 445, 181]
- column-divider: [450, 92, 451, 1860]
- paragraph: নিরাপত্তা সংক্রান্ত এক প্রশ্নের জবাবে নজরুল ইসলাম বলেন, গতকাল ডিপি নূর একটা বক্তব্য দিয়েছেন। জুলাইযোদ্ধা এক হাদি না, হাজারো, লাখো জুলাইযোদ্ধা আছে। এই লাখো জুলাইযোদ্ধার ইন্ডিভিজুয়াল সিকিউরিটি নিশ্চিত করা প্রায় অসম্ভব।: [455, 1131, 740, 1189]
- lead-photo: [15, 92, 297, 258]
- paragraph: ইনকিলাব মঞ্চের আহ্বায়ক শরিফ ওসমান বিন হাদিকে গুলি করার ঘটনার প্রধান সন্দেহভাজন ফয়সালের স্ত্রী, শ্যালক ও বান্ধবীকে আটক করে। আইন মেনে আটকের ২৪ ঘণ্টা পার হওয়ার আগেই গত সন্ধ্যায় তাদের পল্টন থানায় সোপর্দ করা হয়।: [305, 665, 445, 782]
- paragraph: শ্রেষ্ঠ সন্তানদের প্রতি গভীর শ্রদ্ধা জানান। একটি চৌকস দল রাষ্ট্রীয় সালাম জানায়। বিউগলে করুণ সুর বেজে ওঠে।: [159, 1491, 297, 1548]
- inqilab-headline: ইনকিলাব মঞ্চের সর্বদলীয় প্রতিরোধ সমাবেশ আজ: [305, 1066, 445, 1131]
- paragraph: নির্বাচন কমিশন আইনশৃঙ্খলা বাহিনীর সাথে বৈঠক করে নির্বাচন নিয়ে আলোচনা করতেই এ সভা ডাকা হয়েছে।: [15, 506, 297, 534]
- column-divider: [300, 92, 301, 1860]
- paragraph: তিনি বলেন, শীতকালে দেশের মানুষ নির্বাচনের অপেক্ষায় রয়েছে। জনগণের ভোটের মাধ্যমে নির্বাচিত সরকারই দেশের সমস্যার সমাধান করতে পারে।: [15, 981, 297, 1024]
- london-article: [745, 92, 897, 730]
- guterres-byline: ● কূটনৈতিক প্রতিবেদক: [905, 167, 1195, 184]
- paragraph: এ ঘটনায় গভীর শোক ও উদ্বেগ জানিয়ে ইতঃপূর্বে বিবৃতি দিয়েছেন প্রধান উপদেষ্টা অধ্যাপক মুহাম্মদ ইউনূস।: [905, 545, 1195, 573]
- mosharraf-body: [1060, 1343, 1196, 1477]
- paragraph: আগামী ২৪ ঘণ্টার মধ্যে হামলার আসামিদের গ্রেফতার করতে সরকারকে আলটিমেটাম দিয়ে তিনি বলেন, 'এই সময়ের মধ্যে আসামিদের গ্রেফতার করা না হলে আইন উপদেষ্টা ও স্বরাষ্ট্র উপদেষ্টাকে পদত্যাগ করতে হবে।': [305, 1318, 445, 1420]
- paragraph: গত রোববার এক বার্তায় দূতাবাস জানায়, শান্তিরক্ষীদের আত্মত্যাগ বিশ্ব কখনো ভুলবে না।: [305, 930, 445, 973]
- tarek-byline: ● নয়া দিগন্ত ডেস্ক: [15, 738, 297, 755]
- nanak-body: [455, 445, 740, 1642]
- paragraph: আগামী সরকারকে শক্তিশালী ম্যান্ডেটের ওপর দাঁড়াতে হবে বলে মন্তব্য করে বিএনপির ভারপ্রাপ্ত চেয়ারম্যান তারেক রহমান বলেছেন, শেখ হাসিনার পতনের পর জনগণের প্রত্যাশা অনেক বেড়েছে।: [15, 936, 297, 979]
- continued-label: ১ম পৃষ্ঠার পর: [455, 1674, 511, 1686]
- paragraph: তিনি বলেন, শীতকালে দেশের মানুষ নির্বাচনের অপেক্ষায় রয়েছে। জনগণের ভোটের মাধ্যমে নির্বাচিত সরকারই দেশের সমস্যার সমাধান করতে পারে।: [15, 891, 297, 934]
- paragraph: পররাষ্ট্র মন্ত্রণালয়ের এক বিবৃতিতে বলা হয়েছে, বাংলাদেশ তার বীর সন্তানদের মৃত্যুতে শোক প্রকাশ করছে এবং হতাহতদের শোকসন্তপ্ত পরিবারের প্রতি গভীর সমবেদনা জানাচ্ছে। আহতদের দ্রুত আরোগ্য কামনায় বাংলাদেশ সরকার ও জনগণ প্রার্থনা করছে।: [905, 291, 1195, 349]
- paragraph: সুদানে বাংলাদেশী শান্তিরক্ষীদের ওপর ড্রোন হামলার তীব্র নিন্দা জানিয়েছেন জাতিসঙ্ঘের মহাসচিব আন্তোনিও গুতেরেজ। তিনি বলেছেন, জাতিসঙ্ঘ শান্তিরক্ষীদের ওপর হামলা আন্তর্জাতিক আইনের অধীনে যুদ্ধাপরাধ হিসেবে গণ্য হতে পারে।: [905, 574, 1195, 632]
- table-row: আসর ৩-৩৮ ৪-০০: [16, 1713, 150, 1733]
- paragraph: ঘটনার তদন্ত সংশ্লিষ্ট সূত্রগুলো বলছে, হামলাকারীদের শনাক্তে সিসিটিভি ফুটেজ বিশ্লেষণ করা হচ্ছে। কয়েকজনকে সন্দেহের তালিকায় রেখে জিজ্ঞাসাবাদের জন্য হেফাজতে নেয়া হয়েছে।: [455, 1340, 740, 1383]
- paragraph: ইনকিলাব মঞ্চের আহ্বায়ক শরিফ ওসমান বিন হাদিকে গুলি করার ঘটনার প্রধান সন্দেহভাজন ফয়সালের স্ত্রী, শ্যালক ও বান্ধবীকে আটক করে। আইন মেনে আটকের ২৪ ঘণ্টা পার হওয়ার আগেই গত সন্ধ্যায় তাদের পল্টন থানায় সোপর্দ করা হয়।: [305, 412, 445, 529]
- paragraph: আইনশৃঙ্খলা বাহিনীর বৈঠকের শুরুতে প্রধান নির্বাচন কমিশনার (সিইসি) এ এম এম নাসির উদ্দিন বলেছেন, সম্ভাব্য প্রার্থী ও ইনকিলাব মঞ্চের মুখপাত্র শরিফ ওসমান হাদির ওপর দুষ্কৃতকারীদের হামলার এই ঘটনাটা আমার কাছে মনে হয়েছে, আমার মাথার ওপর বাজ পড়েছে।: [15, 536, 297, 608]
- table-row: ফজর ৫-১৫ ৫-৫৫: [16, 1673, 150, 1693]
- paragraph: ঘটনার তদন্ত সংশ্লিষ্ট সূত্রগুলো বলছে, হামলাকারীদের শনাক্তে সিসিটিভি ফুটেজ বিশ্লেষণ করা হচ্ছে। কয়েকজনকে সন্দেহের তালিকায় রেখে জিজ্ঞাসাবাদের জন্য হেফাজতে নেয়া হয়েছে।: [455, 445, 740, 488]
